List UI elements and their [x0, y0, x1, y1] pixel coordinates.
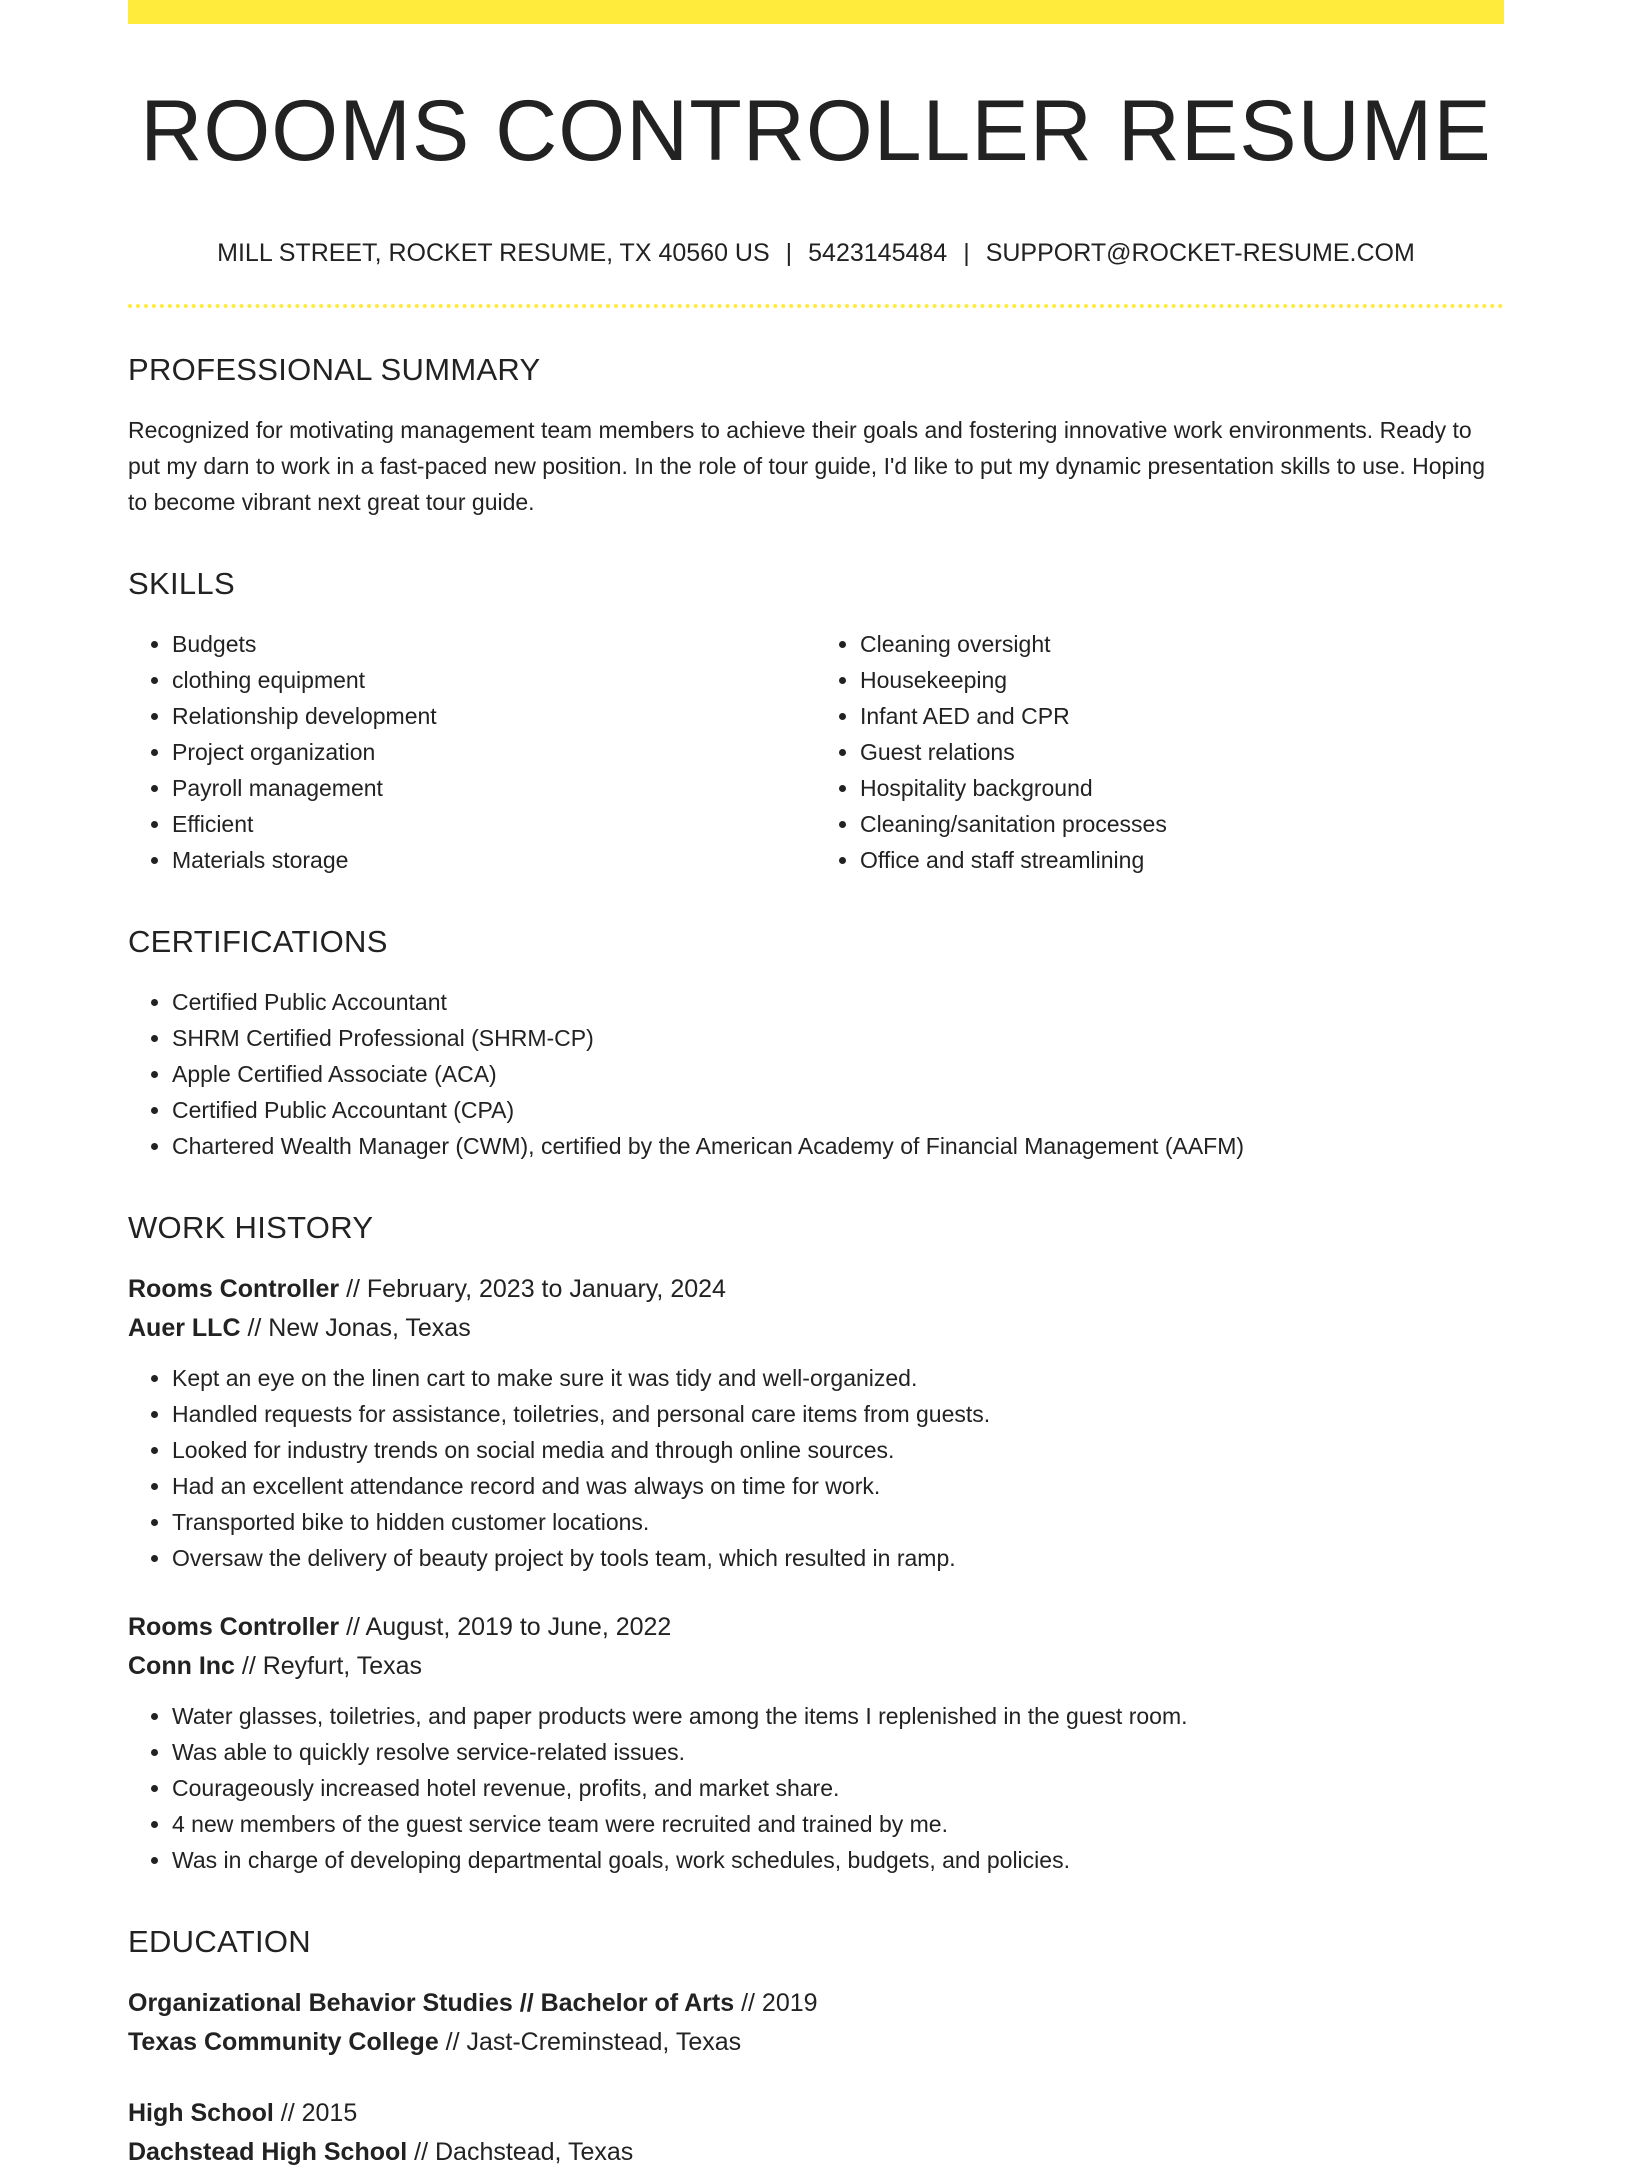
certifications-heading: CERTIFICATIONS	[128, 923, 388, 959]
skills-list-right	[816, 626, 1504, 878]
school-line	[128, 2023, 1504, 2062]
degree: High School	[128, 2098, 274, 2127]
job-bullet: • Handled requests for assistance, toiletries, and personal care items from guests.	[172, 1396, 1504, 1432]
job-title: Rooms Controller	[128, 1612, 340, 1641]
skill-item: • Infant AED and CPR	[860, 698, 1504, 734]
degree-year: // 2019	[734, 1988, 818, 2017]
job-bullet: • Had an excellent attendance record and was always on time for work.	[172, 1468, 1504, 1504]
school-line	[128, 2133, 1504, 2172]
job-dates: // February, 2023 to January, 2024	[339, 1274, 726, 1303]
job-bullet: • Looked for industry trends on social media and through online sources.	[172, 1432, 1504, 1468]
school: Texas Community College	[128, 2027, 439, 2056]
job-company: Auer LLC	[128, 1313, 241, 1342]
resume-content	[128, 0, 1504, 2172]
job-company-line	[128, 1309, 1504, 1348]
job-bullet: • Water glasses, toiletries, and paper products were among the items I replenished in the guest room.	[172, 1698, 1504, 1734]
school-location: // Dachstead, Texas	[407, 2137, 634, 2166]
job-title-line	[128, 1608, 1504, 1647]
certification-item: • Chartered Wealth Manager (CWM), certified by the American Academy of Financial Management (AAFM)	[172, 1128, 1504, 1164]
certification-item: • SHRM Certified Professional (SHRM-CP)	[172, 1020, 1504, 1056]
job-bullets	[128, 1360, 1504, 1576]
accent-top-bar	[128, 0, 1504, 24]
education-entry	[128, 1984, 1504, 2062]
degree-year: // 2015	[273, 2098, 358, 2127]
contact-email: SUPPORT@ROCKET-RESUME.COM	[985, 238, 1415, 267]
job-bullet: • Was in charge of developing departmental goals, work schedules, budgets, and policies.	[172, 1842, 1504, 1878]
skill-item: • Housekeeping	[860, 662, 1504, 698]
job-bullets	[128, 1698, 1504, 1878]
skill-item: • Budgets	[172, 626, 816, 662]
skill-item: • clothing equipment	[172, 662, 816, 698]
job-company-line	[128, 1647, 1504, 1686]
skill-item: • Office and staff streamlining	[860, 842, 1504, 878]
job-entry	[128, 1270, 1504, 1576]
degree-line	[128, 2094, 1504, 2133]
spacer	[128, 1576, 1504, 1608]
certification-item: • Certified Public Accountant (CPA)	[172, 1092, 1504, 1128]
degree: Organizational Behavior Studies // Bachelor of Arts	[128, 1988, 735, 2017]
skills-list-left	[128, 626, 816, 878]
job-bullet: • Oversaw the delivery of beauty project by tools team, which resulted in ramp.	[172, 1540, 1504, 1576]
skill-item: • Materials storage	[172, 842, 816, 878]
contact-separator: |	[963, 238, 970, 267]
work-history-heading: WORK HISTORY	[128, 1209, 374, 1245]
page-title: ROOMS CONTROLLER RESUME	[140, 83, 1492, 179]
skill-item: • Relationship development	[172, 698, 816, 734]
school-location: // Jast-Creminstead, Texas	[438, 2027, 742, 2056]
skill-item: • Guest relations	[860, 734, 1504, 770]
job-bullet: • Kept an eye on the linen cart to make sure it was tidy and well-organized.	[172, 1360, 1504, 1396]
certification-item: • Apple Certified Associate (ACA)	[172, 1056, 1504, 1092]
spacer	[128, 2062, 1504, 2094]
certifications-list	[128, 984, 1504, 1164]
job-title-line	[128, 1270, 1504, 1309]
contact-line	[128, 239, 1504, 268]
skill-item: • Cleaning/sanitation processes	[860, 806, 1504, 842]
job-company: Conn Inc	[128, 1651, 235, 1680]
summary-text: Recognized for motivating management team members to achieve their goals and fostering innovative work environments. Ready to put my darn to work in a fast-paced new position. In the role of tour guide, I'd like to put my dynamic presentation skills to use. Hoping to become vibrant next great tour guide.	[128, 416, 1485, 515]
skill-item: • Hospitality background	[860, 770, 1504, 806]
skill-item: • Cleaning oversight	[860, 626, 1504, 662]
degree-line	[128, 1984, 1504, 2023]
job-location: // Reyfurt, Texas	[234, 1651, 423, 1680]
skills-heading: SKILLS	[128, 565, 235, 601]
job-bullet: • 4 new members of the guest service team were recruited and trained by me.	[172, 1806, 1504, 1842]
contact-separator: |	[785, 238, 793, 267]
contact-phone: 5423145484	[808, 238, 948, 267]
job-bullet: • Transported bike to hidden customer locations.	[172, 1504, 1504, 1540]
school: Dachstead High School	[128, 2137, 408, 2166]
skill-item: • Project organization	[172, 734, 816, 770]
job-bullet: • Was able to quickly resolve service-related issues.	[172, 1734, 1504, 1770]
job-bullet: • Courageously increased hotel revenue, profits, and market share.	[172, 1770, 1504, 1806]
job-location: // New Jonas, Texas	[240, 1313, 471, 1342]
contact-address: MILL STREET, ROCKET RESUME, TX 40560 US	[217, 238, 770, 267]
skill-item: • Efficient	[172, 806, 816, 842]
dotted-divider	[128, 304, 1504, 308]
education-entry	[128, 2094, 1504, 2172]
certification-item: • Certified Public Accountant	[172, 984, 1504, 1020]
job-dates: // August, 2019 to June, 2022	[339, 1612, 672, 1641]
skills-columns	[128, 626, 1504, 878]
summary-heading: PROFESSIONAL SUMMARY	[128, 351, 541, 387]
job-entry	[128, 1608, 1504, 1878]
skill-item: • Payroll management	[172, 770, 816, 806]
education-heading: EDUCATION	[128, 1923, 311, 1959]
job-title: Rooms Controller	[128, 1274, 340, 1303]
